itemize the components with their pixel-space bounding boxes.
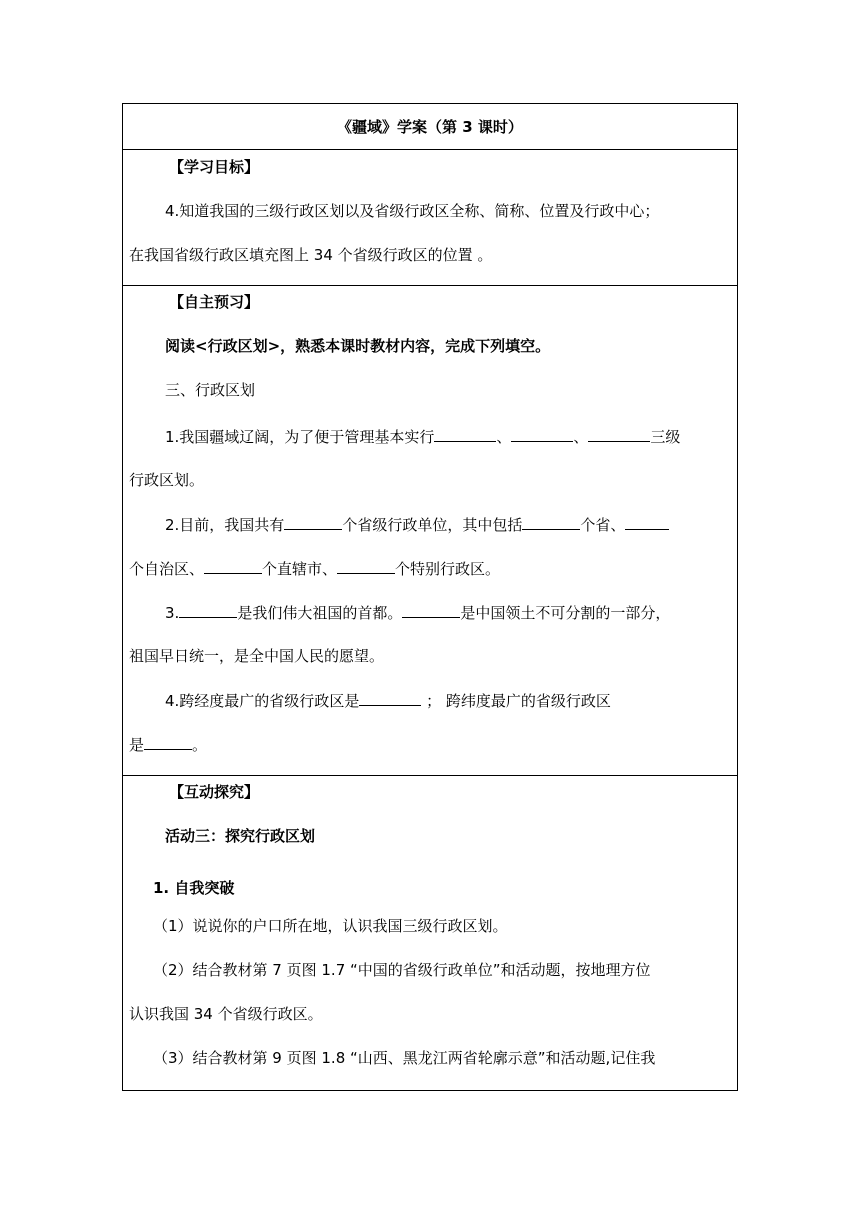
explore-heading: 【互动探究】	[169, 783, 260, 801]
q3-text: 是中国领土不可分割的一部分，	[460, 604, 671, 622]
q4-text: 是	[129, 736, 145, 754]
section-title: 三、行政区划	[165, 381, 256, 399]
fill-blank[interactable]	[511, 426, 573, 442]
q2-text: 个省级行政单位，其中包括	[342, 516, 523, 534]
q1-text: 三级	[650, 428, 681, 446]
preview-instruction: 阅读<行政区划>，熟悉本课时教材内容，完成下列填空。	[165, 337, 551, 355]
goals-line-1: 4.知道我国的三级行政区划以及省级行政区全称、简称、位置及行政中心；	[165, 202, 660, 220]
question-4-line-1	[165, 690, 611, 711]
explore-item-1: （1）说说你的户口所在地，认识我国三级行政区划。	[153, 917, 508, 935]
goals-heading: 【学习目标】	[169, 158, 260, 176]
explore-item-2-line-2: 认识我国 34 个省级行政区。	[129, 1005, 323, 1023]
fill-blank[interactable]	[588, 426, 650, 442]
q4-text: 。	[192, 736, 208, 754]
goals-line-2: 在我国省级行政区填充图上 34 个省级行政区的位置 。	[129, 246, 493, 264]
fill-blank[interactable]	[284, 514, 342, 530]
fill-blank[interactable]	[359, 690, 421, 706]
q2-text: 个省、	[580, 516, 626, 534]
q2-text: 个直辖市、	[262, 560, 338, 578]
question-1-line-1	[165, 426, 680, 447]
explore-item-3-line-1: （3）结合教材第 9 页图 1.8 “山西、黑龙江两省轮廓示意”和活动题,记住我	[153, 1049, 656, 1067]
q1-sep: 、	[496, 428, 512, 446]
q2-text: 2.目前，我国共有	[165, 516, 285, 534]
question-2-line-1	[165, 514, 669, 535]
goals-section	[123, 150, 737, 286]
q2-text: 个自治区、	[129, 560, 205, 578]
page-title: 《疆域》学案（第 3 课时）	[337, 118, 523, 136]
q3-text: 3.	[165, 604, 180, 622]
fill-blank[interactable]	[204, 558, 262, 574]
question-2-line-2	[129, 558, 500, 579]
question-1-line-2: 行政区划。	[129, 471, 205, 489]
q3-text: 是我们伟大祖国的首都。	[237, 604, 403, 622]
question-3-line-2: 祖国早日统一，是全中国人民的愿望。	[129, 647, 385, 665]
q2-text: 个特别行政区。	[395, 560, 501, 578]
question-3-line-1	[165, 602, 670, 623]
title-row	[123, 104, 737, 150]
q1-sep: 、	[573, 428, 589, 446]
subsection-title: 1. 自我突破	[153, 879, 235, 897]
fill-blank[interactable]	[144, 734, 192, 750]
fill-blank[interactable]	[434, 426, 496, 442]
q1-text: 1.我国疆域辽阔，为了便于管理基本实行	[165, 428, 435, 446]
preview-heading: 【自主预习】	[169, 293, 260, 311]
fill-blank[interactable]	[402, 602, 460, 618]
explore-section	[123, 776, 737, 1090]
fill-blank[interactable]	[522, 514, 580, 530]
q4-text: ； 跨纬度最广的省级行政区	[421, 692, 611, 710]
question-4-line-2	[129, 734, 207, 755]
fill-blank[interactable]	[179, 602, 237, 618]
activity-title: 活动三：探究行政区划	[165, 827, 316, 845]
q4-text: 4.跨经度最广的省级行政区是	[165, 692, 360, 710]
worksheet-table	[122, 103, 738, 1091]
fill-blank[interactable]	[337, 558, 395, 574]
explore-item-2-line-1: （2）结合教材第 7 页图 1.7 “中国的省级行政单位”和活动题，按地理方位	[153, 961, 651, 979]
preview-section	[123, 286, 737, 776]
fill-blank[interactable]	[625, 514, 669, 530]
